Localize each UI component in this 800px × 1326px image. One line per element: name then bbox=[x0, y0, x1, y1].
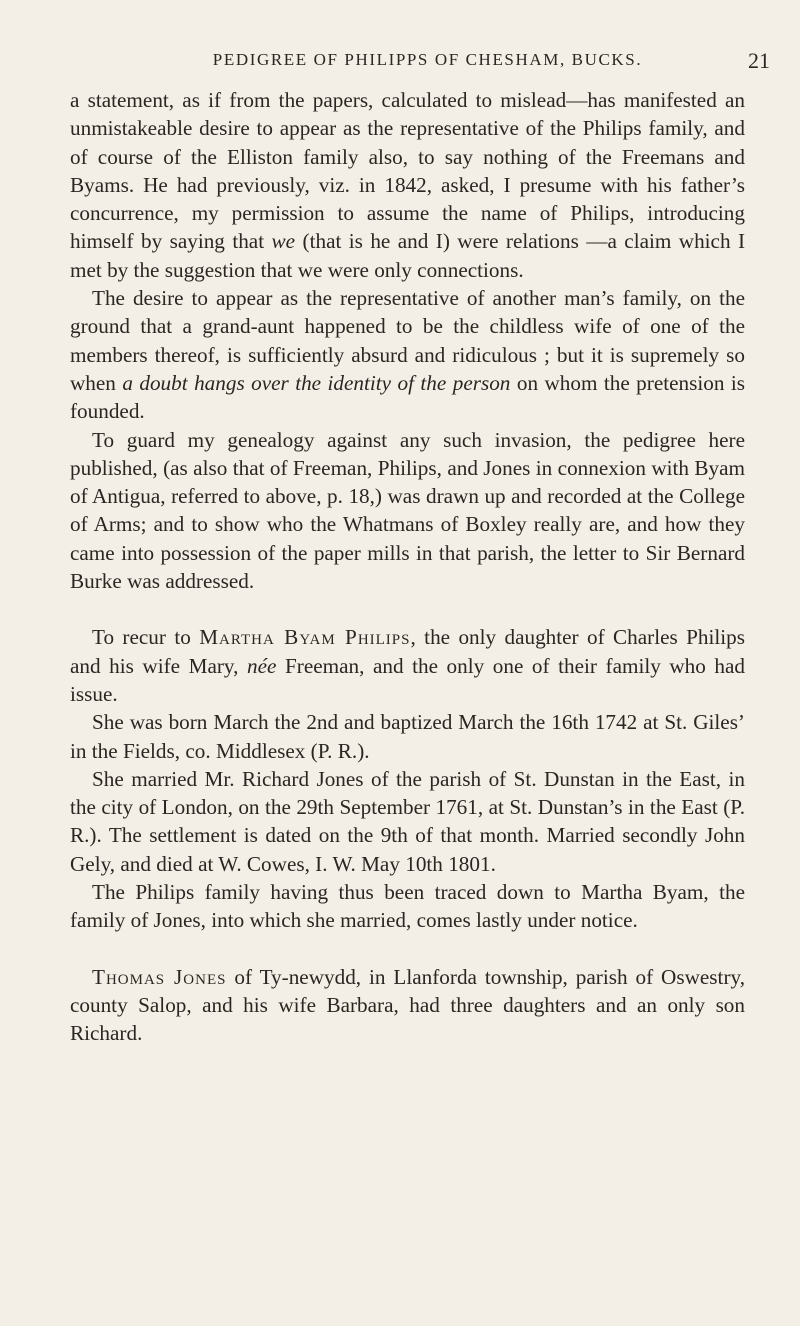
running-head bbox=[0, 50, 800, 70]
paragraph-1-text: a statement, as if from the papers, calculated to mislead—has manifested an unmistakeable desire to appear as the representative of the Philips family, and of course of the Elliston family also, to say nothing of the Freemans and Byams. He had previously, viz. in 1842, asked, I presume with his father’s concurrence, my permission to assume the name of Philips, introducing himself by saying that bbox=[70, 88, 745, 254]
paragraph-1-end: (that is he and I) were relations —a claim which I met by the suggestion that we were only connections. bbox=[70, 229, 746, 282]
martha-byam-philips-name: Martha Byam Philips bbox=[199, 625, 411, 650]
paragraph-4 bbox=[70, 623, 745, 708]
body-text bbox=[70, 86, 745, 1048]
thomas-jones-name: Thomas Jones bbox=[92, 964, 227, 989]
paragraph-8 bbox=[70, 963, 745, 1048]
running-title: PEDIGREE OF PHILIPPS OF CHESHAM, BUCKS. bbox=[212, 50, 643, 69]
page-number: 21 bbox=[748, 48, 770, 73]
paragraph-6: She married Mr. Richard Jones of the parish of St. Dunstan in the East, in the city of London, on the 29th September 1761, at St. Dunstan’s in the East (P. R.). The settlement is dated on the 9th of that month. Married secondly John Gely, and died at W. Cowes, I. W. May 10th 1801. bbox=[70, 766, 745, 876]
paragraph-2-end: on whom the pretension is founded. bbox=[70, 370, 746, 424]
italic-nee: née bbox=[247, 653, 277, 678]
paragraph-4-end: Freeman, and the only one of their family who had issue. bbox=[70, 653, 746, 706]
paragraph-4-mid: , the only daughter of Charles Philips and his wife Mary, bbox=[70, 625, 745, 678]
italic-we: we bbox=[271, 229, 296, 254]
paragraph-3: To guard my genealogy against any such invasion, the pedigree here published, (as also that of Freeman, Philips, and Jones in connexion with Byam of Antigua, referred to above, p. 18,) was drawn up and recorded at the College of Arms; and to show who the Whatmans of Boxley really are, and how they came into possession of the paper mills in that parish, the letter to Sir Bernard Burke was addressed. bbox=[70, 427, 745, 594]
paragraph-4-text: To recur to bbox=[92, 625, 191, 650]
italic-doubt-phrase: a doubt hangs over the identity of the person bbox=[122, 370, 511, 395]
paragraph-8-text: of Ty-newydd, in Llanforda township, parish of Oswestry, county Salop, and his wife Barbara, had three daughters and an only son Richard. bbox=[70, 964, 746, 1046]
paragraph-7: The Philips family having thus been traced down to Martha Byam, the family of Jones, into which she married, comes lastly under notice. bbox=[70, 880, 745, 933]
paragraph-2-text: The desire to appear as the representative of another man’s family, on the ground that a grand-aunt happened to be the childless wife of one of the members thereof, is sufficiently absurd and ridiculous ; but it is supremely so when bbox=[70, 286, 745, 395]
paragraph-5: She was born March the 2nd and baptized March the 16th 1742 at St. Giles’ in the Fields, co. Middlesex (P. R.). bbox=[70, 710, 745, 763]
paragraph-2 bbox=[70, 284, 745, 425]
paragraph-1 bbox=[70, 86, 745, 284]
